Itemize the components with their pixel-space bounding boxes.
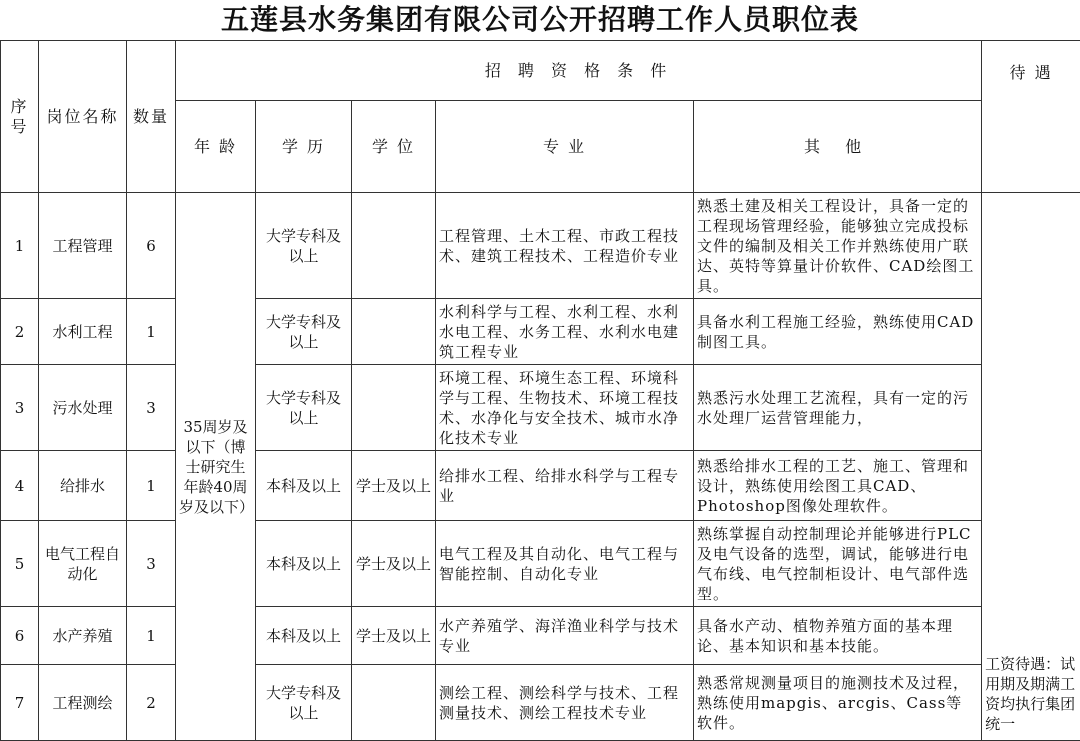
row-degree: 学士及以上 bbox=[352, 451, 436, 521]
row-degree bbox=[352, 193, 436, 299]
header-row-1 bbox=[1, 41, 1080, 101]
row-count: 2 bbox=[127, 665, 176, 741]
row-seq: 3 bbox=[1, 365, 39, 451]
row-education: 大学专科及以上 bbox=[256, 193, 352, 299]
table-row bbox=[1, 451, 1080, 521]
row-other: 具备水产动、植物养殖方面的基本理论、基本知识和基本技能。 bbox=[694, 607, 982, 665]
row-degree bbox=[352, 665, 436, 741]
page-title: 五莲县水务集团有限公司公开招聘工作人员职位表 bbox=[0, 0, 1080, 40]
row-major: 电气工程及其自动化、电气工程与智能控制、自动化专业 bbox=[436, 521, 694, 607]
row-education: 本科及以上 bbox=[256, 607, 352, 665]
row-count: 6 bbox=[127, 193, 176, 299]
row-position: 电气工程自动化 bbox=[39, 521, 127, 607]
row-major: 水产养殖学、海洋渔业科学与技术专业 bbox=[436, 607, 694, 665]
table-row bbox=[1, 607, 1080, 665]
header-degree: 学 位 bbox=[352, 101, 436, 193]
row-other: 熟练掌握自动控制理论并能够进行PLC及电气设备的选型，调试，能够进行电气布线、电气控制柜设计、电气部件选型。 bbox=[694, 521, 982, 607]
row-education: 本科及以上 bbox=[256, 451, 352, 521]
row-count: 1 bbox=[127, 607, 176, 665]
header-major: 专 业 bbox=[436, 101, 694, 193]
row-other: 具备水利工程施工经验，熟练使用CAD制图工具。 bbox=[694, 299, 982, 365]
header-position: 岗位名称 bbox=[39, 41, 127, 193]
header-age: 年 龄 bbox=[176, 101, 256, 193]
row-degree: 学士及以上 bbox=[352, 607, 436, 665]
row-degree bbox=[352, 299, 436, 365]
row-position: 水产养殖 bbox=[39, 607, 127, 665]
row-seq: 7 bbox=[1, 665, 39, 741]
row-position: 工程测绘 bbox=[39, 665, 127, 741]
row-degree bbox=[352, 365, 436, 451]
table-row bbox=[1, 521, 1080, 607]
position-table bbox=[0, 40, 1080, 741]
benefits-text: 工资待遇：试用期及期满工资均执行集团统一 bbox=[982, 193, 1080, 741]
table-row bbox=[1, 193, 1080, 299]
row-count: 3 bbox=[127, 521, 176, 607]
row-seq: 2 bbox=[1, 299, 39, 365]
row-position: 水利工程 bbox=[39, 299, 127, 365]
table-row bbox=[1, 365, 1080, 451]
row-seq: 4 bbox=[1, 451, 39, 521]
row-education: 本科及以上 bbox=[256, 521, 352, 607]
row-other: 熟悉污水处理工艺流程，具有一定的污水处理厂运营管理能力， bbox=[694, 365, 982, 451]
header-qualifications: 招 聘 资 格 条 件 bbox=[176, 41, 982, 101]
header-seq: 序号 bbox=[1, 41, 39, 193]
row-position: 污水处理 bbox=[39, 365, 127, 451]
row-other: 熟悉给排水工程的工艺、施工、管理和设计，熟练使用绘图工具CAD、Photoshop图像处理软件。 bbox=[694, 451, 982, 521]
row-education: 大学专科及以上 bbox=[256, 665, 352, 741]
row-major: 测绘工程、测绘科学与技术、工程测量技术、测绘工程技术专业 bbox=[436, 665, 694, 741]
row-education: 大学专科及以上 bbox=[256, 365, 352, 451]
row-other: 熟悉土建及相关工程设计，具备一定的工程现场管理经验，能够独立完成投标文件的编制及相关工作并熟练使用广联达、英特等算量计价软件、CAD绘图工具。 bbox=[694, 193, 982, 299]
row-seq: 6 bbox=[1, 607, 39, 665]
row-major: 环境工程、环境生态工程、环境科学与工程、生物技术、环境工程技术、水净化与安全技术、城市水净化技术专业 bbox=[436, 365, 694, 451]
row-major: 工程管理、土木工程、市政工程技术、建筑工程技术、工程造价专业 bbox=[436, 193, 694, 299]
age-requirement: 35周岁及以下（博士研究生年龄40周岁及以下） bbox=[176, 193, 256, 741]
row-education: 大学专科及以上 bbox=[256, 299, 352, 365]
row-degree: 学士及以上 bbox=[352, 521, 436, 607]
row-count: 3 bbox=[127, 365, 176, 451]
table-row bbox=[1, 665, 1080, 741]
row-seq: 5 bbox=[1, 521, 39, 607]
row-other: 熟悉常规测量项目的施测技术及过程，熟练使用mapgis、arcgis、Cass等软件。 bbox=[694, 665, 982, 741]
row-count: 1 bbox=[127, 299, 176, 365]
header-education: 学 历 bbox=[256, 101, 352, 193]
row-position: 给排水 bbox=[39, 451, 127, 521]
header-other: 其 他 bbox=[694, 101, 982, 193]
row-position: 工程管理 bbox=[39, 193, 127, 299]
row-major: 给排水工程、给排水科学与工程专业 bbox=[436, 451, 694, 521]
row-major: 水利科学与工程、水利工程、水利水电工程、水务工程、水利水电建筑工程专业 bbox=[436, 299, 694, 365]
table-row bbox=[1, 299, 1080, 365]
row-count: 1 bbox=[127, 451, 176, 521]
row-seq: 1 bbox=[1, 193, 39, 299]
header-benefits: 待 遇 bbox=[982, 41, 1080, 193]
header-count: 数量 bbox=[127, 41, 176, 193]
